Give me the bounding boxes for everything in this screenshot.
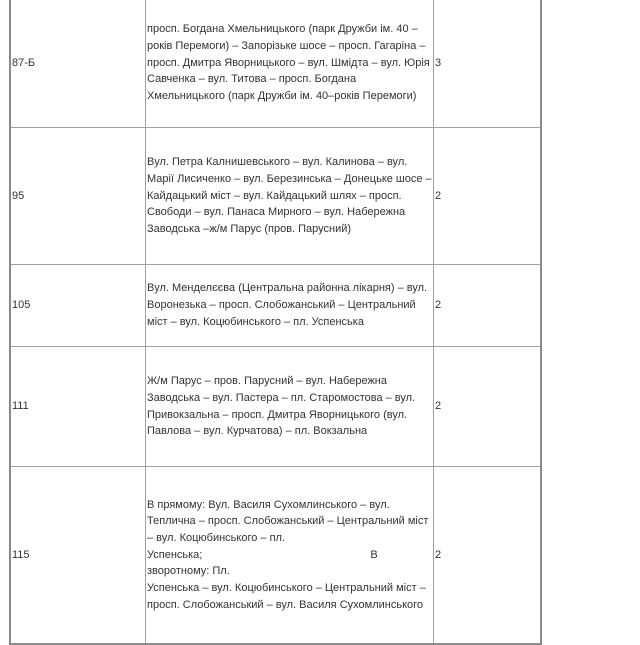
route-number-cell: 105 [10,265,146,347]
vehicle-count-cell: 2 [434,265,542,347]
route-description-cell [146,467,434,645]
route-number-cell: 95 [10,128,146,265]
route-number-cell: 111 [10,347,146,467]
route-forward-direction [147,497,433,614]
route-description-cell [146,265,434,347]
route-description-cell [146,347,434,467]
vehicle-count-cell: 2 [434,467,542,645]
table-row [10,265,541,347]
route-back-line2: Успенська – вул. Коцюбинського – Центральний міст – просп. Слобожанський – вул. Василя Сухомлинського [147,582,426,611]
route-description: Вул. Петра Калнишевського – вул. Калинова – вул. Марії Лисиченко – вул. Березинська – Донецьке шосе – Кайдацький міст – вул. Кайдацький шлях – просп. Свободи – вул. Панаса Мирного – вул. Набережна Заводська –ж/м Парус (пров. Парусний) [147,156,432,236]
route-forward-line2: Успенська; [147,548,203,561]
vehicle-count-cell: 2 [434,347,542,467]
route-description: просп. Богдана Хмельницького (парк Дружби ім. 40 – років Перемоги) – Запорізьке шосе – просп. Гагаріна – просп. Дмитра Яворницького – вул. Шмідта – вул. Юрія Савченка – вул. Титова – просп. Богдана Хмельницького (парк Дружби ім. 40–років Перемоги) [147,23,430,103]
route-description-cell [146,128,434,265]
route-description: Ж/м Парус – пров. Парусний – вул. Набережна Заводська – вул. Пастера – пл. Старомостова – вул. Привокзальна – просп. Дмитра Яворницького (вул. Павлова – вул. Курчатова) – пл. Вокзальна [147,375,416,438]
routes-table [9,0,542,645]
route-number-cell: 87-Б [10,0,146,128]
table-row [10,0,541,128]
table-row [10,347,541,467]
route-description-cell [146,0,434,128]
vehicle-count-cell: 3 [434,0,542,128]
table-row [10,467,541,645]
route-number-cell: 115 [10,467,146,645]
vehicle-count-cell: 2 [434,128,542,265]
route-forward-line1: В прямому: Вул. Василя Сухомлинського – вул. Теплична – просп. Слобожанський – Центральний міст – вул. Коцюбинського – пл. [147,498,429,544]
route-back-line1: В зворотному: Пл. [147,548,378,578]
route-description: Вул. Менделєєва (Центральна районна лікарня) – вул. Воронезька – просп. Слобожанський – Центральний міст – вул. Коцюбинського – пл. Успенська [147,282,428,328]
table-row [10,128,541,265]
